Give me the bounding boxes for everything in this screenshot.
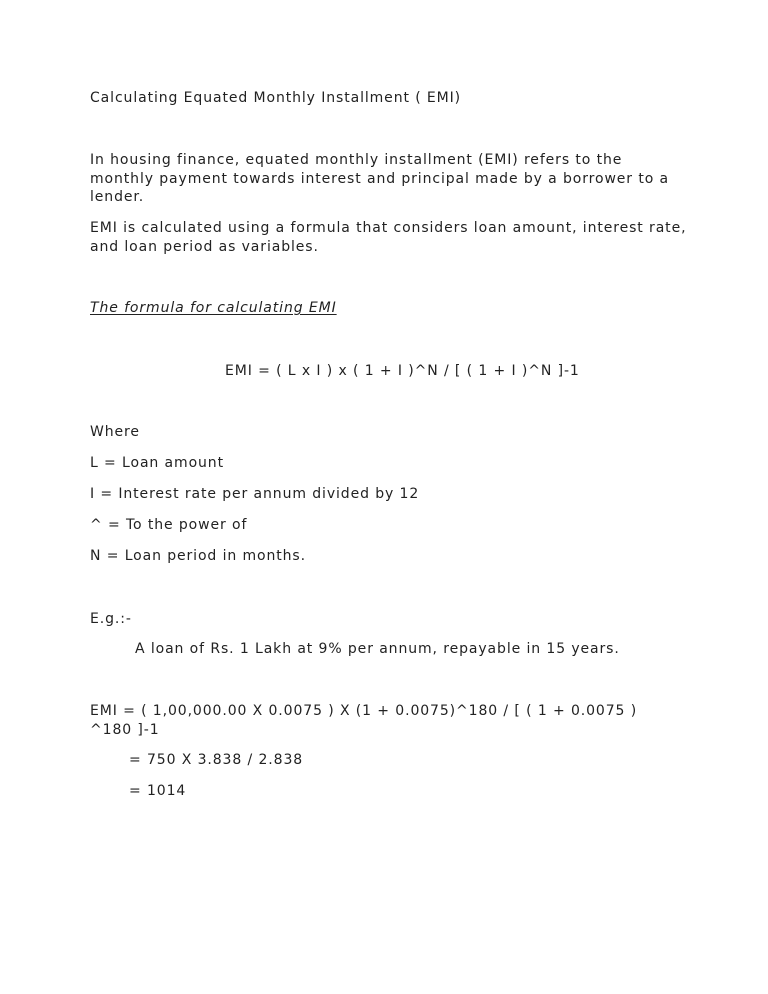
formula-heading: The formula for calculating EMI <box>90 300 337 316</box>
calculation-result: = 1014 <box>129 783 187 799</box>
calculation-line-1: EMI = ( 1,00,000.00 X 0.0075 ) X (1 + 0.0075)^180 / [ ( 1 + 0.0075 ) <box>90 703 638 719</box>
calculation-line-2: = 750 X 3.838 / 2.838 <box>129 752 304 768</box>
definition-loan-amount: L = Loan amount <box>90 455 224 471</box>
where-label: Where <box>90 424 140 440</box>
definition-interest-rate: I = Interest rate per annum divided by 12 <box>90 486 420 502</box>
intro-paragraph-2: EMI is calculated using a formula that considers loan amount, interest rate, and loan period as variables. <box>90 220 687 255</box>
definition-loan-period: N = Loan period in months. <box>90 548 306 564</box>
document-title: Calculating Equated Monthly Installment ( EMI) <box>90 90 462 106</box>
example-label: E.g.:- <box>90 611 132 627</box>
intro-paragraph-1: In housing finance, equated monthly installment (EMI) refers to the monthly payment towards interest and principal made by a borrower to a lender. <box>90 152 669 205</box>
definition-power: ^ = To the power of <box>90 517 248 533</box>
calculation-line-1-continued: ^180 ]-1 <box>90 722 160 738</box>
example-text: A loan of Rs. 1 Lakh at 9% per annum, repayable in 15 years. <box>135 641 620 657</box>
emi-formula: EMI = ( L x I ) x ( 1 + I )^N / [ ( 1 + I )^N ]-1 <box>225 363 580 379</box>
